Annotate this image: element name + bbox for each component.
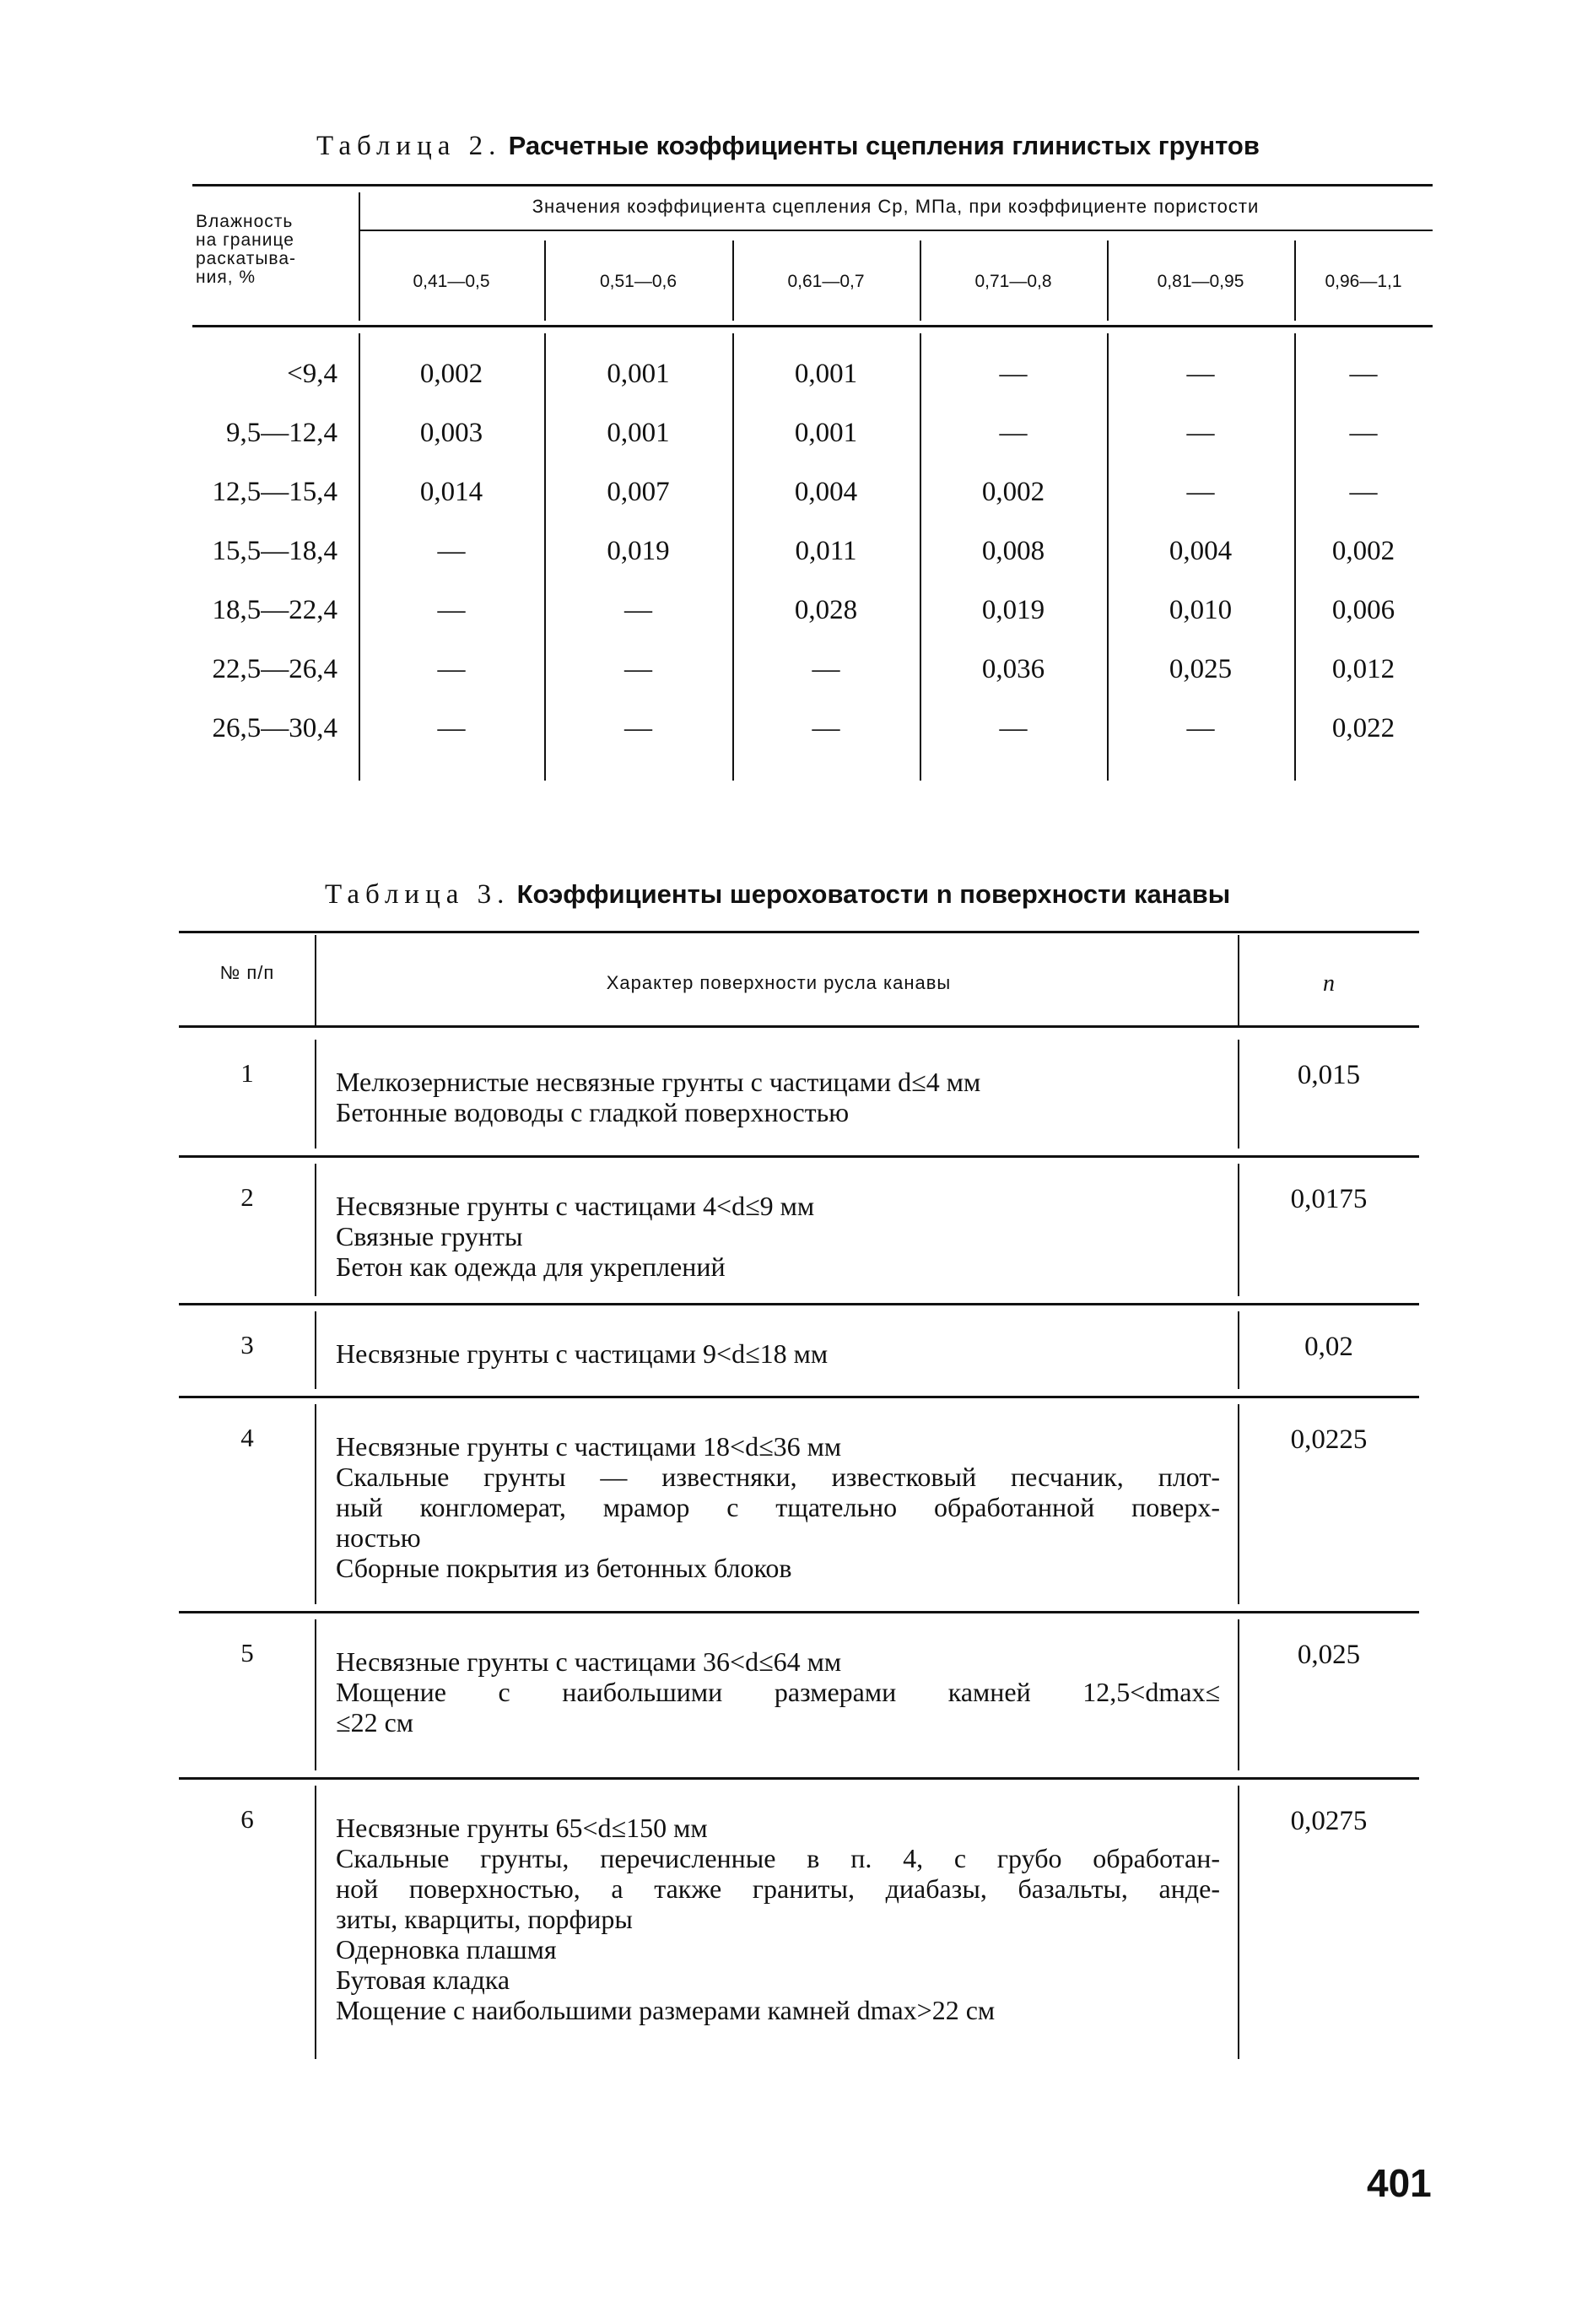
table3-column-divider (1238, 1040, 1239, 1148)
table2-cell: 0,008 (981, 536, 1045, 566)
table3-header-divider (315, 935, 316, 1025)
description-line: Несвязные грунты с частицами 18<d≤36 мм (336, 1431, 842, 1462)
description-line: Одерновка плашмя (336, 1934, 557, 1965)
table2-cell: 0,019 (607, 536, 670, 566)
table2-label: Таблица 2. (316, 131, 502, 161)
table2-column-header: 0,81—0,95 (1157, 272, 1244, 291)
table2-header-divider (732, 241, 734, 321)
table2-cell: — (437, 536, 466, 566)
table2-row-moisture: 15,5—18,4 (212, 536, 337, 566)
table3-row-number: 2 (240, 1182, 254, 1212)
table2-cell: — (999, 713, 1028, 743)
table2-cell: 0,025 (1169, 654, 1233, 684)
table2-cell: — (999, 359, 1028, 389)
table2-cell: 0,003 (419, 418, 483, 448)
description-line: ный конгломерат, мрамор с тщательно обработанной поверх- (336, 1492, 1220, 1522)
table3-column-divider (315, 1786, 316, 2059)
table2-column-header: 0,71—0,8 (974, 272, 1052, 291)
table2-cell: — (1349, 418, 1378, 448)
table2-cell: — (437, 713, 466, 743)
description-line: Бутовая кладка (336, 1965, 510, 1995)
table2-cell: 0,002 (419, 359, 483, 389)
table3-n-value: 0,025 (1297, 1640, 1361, 1670)
table3-header-num: № п/п (219, 962, 275, 983)
table2-cell: 0,001 (607, 418, 670, 448)
description-line: Бетон как одежда для укреплений (336, 1251, 726, 1282)
table2-column-header: 0,51—0,6 (599, 272, 677, 291)
table3-column-divider (1238, 1311, 1239, 1389)
table3-row-rule (179, 1777, 1419, 1780)
description-line: Скальные грунты, перечисленные в п. 4, с грубо обработан- (336, 1843, 1220, 1873)
table2-cell: — (1186, 359, 1215, 389)
table2-cell: — (437, 654, 466, 684)
table2-cell: — (624, 713, 652, 743)
table2-row-moisture: <9,4 (287, 359, 337, 389)
table3-header-rule (179, 1025, 1419, 1028)
description-line: ной поверхностью, а также граниты, диабазы, базальты, анде- (336, 1873, 1220, 1904)
table2-cell: — (624, 595, 652, 625)
table3-n-value: 0,0225 (1290, 1424, 1368, 1455)
table2-cell: 0,028 (794, 595, 858, 625)
description-line: ≤22 см (336, 1707, 414, 1738)
description-line: Скальные грунты — известняки, известковый песчаник, плот- (336, 1462, 1220, 1492)
table2-header-divider (544, 241, 546, 321)
table2-row-header (196, 213, 348, 287)
table3-column-divider (315, 1311, 316, 1389)
table2-header-divider (359, 192, 360, 321)
table3-column-divider (1238, 1619, 1239, 1770)
table2-cell: 0,012 (1331, 654, 1395, 684)
table2-cell: 0,007 (607, 477, 670, 507)
table3-description (336, 1813, 1220, 2025)
table3-description (336, 1067, 1220, 1127)
table2-cell: 0,002 (1331, 536, 1395, 566)
description-line: Бетонные водоводы с гладкой поверхностью (336, 1097, 850, 1127)
description-line: Мощение с наибольшими размерами камней 12,5<dmax≤ (336, 1677, 1220, 1707)
row-header-line: на границе (196, 230, 294, 250)
table2-cell: 0,019 (981, 595, 1045, 625)
table2-header-divider (920, 241, 921, 321)
table2-body-divider (1107, 333, 1109, 781)
table3-description (336, 1191, 1220, 1282)
table3-top-rule (179, 931, 1419, 933)
table2-cell: — (1349, 477, 1378, 507)
table2-column-header: 0,41—0,5 (413, 272, 490, 291)
table2-cell: — (624, 654, 652, 684)
table3-row-rule (179, 1303, 1419, 1305)
table2-cell: 0,002 (981, 477, 1045, 507)
table2-cell: 0,036 (981, 654, 1045, 684)
table2-body-divider (359, 333, 360, 781)
table3-row-rule (179, 1155, 1419, 1158)
table3-row-number: 5 (240, 1638, 254, 1667)
table2-row-moisture: 18,5—22,4 (212, 595, 337, 625)
table3-column-divider (315, 1040, 316, 1148)
description-line: зиты, кварциты, порфиры (336, 1904, 633, 1934)
table2-cell: 0,006 (1331, 595, 1395, 625)
row-header-line: ния, % (196, 268, 256, 287)
description-line: Мелкозернистые несвязные грунты с частицами d≤4 мм (336, 1067, 981, 1097)
table2-group-header: Значения коэффициента сцепления Cр, МПа, при коэффициенте пористости (532, 196, 1260, 217)
table2-cell: — (1186, 477, 1215, 507)
table2-cell: 0,001 (607, 359, 670, 389)
table3-caption (325, 879, 1230, 911)
table2-cell: 0,004 (794, 477, 858, 507)
table2-header-divider (1107, 241, 1109, 321)
description-line: Связные грунты (336, 1221, 523, 1251)
table2-row-moisture: 12,5—15,4 (212, 477, 337, 507)
table3-column-divider (315, 1619, 316, 1770)
description-line: Несвязные грунты с частицами 4<d≤9 мм (336, 1191, 815, 1221)
table2-column-header: 0,96—1,1 (1325, 272, 1402, 291)
row-header-line: раскатыва- (196, 249, 297, 268)
table2-cell: 0,011 (795, 536, 857, 566)
table2-row-moisture: 9,5—12,4 (226, 418, 337, 448)
table2-body-divider (1294, 333, 1296, 781)
table2-cell: — (999, 418, 1028, 448)
table3-description (336, 1338, 1220, 1369)
table3-column-divider (315, 1164, 316, 1296)
table3-description (336, 1646, 1220, 1738)
description-line: Несвязные грунты с частицами 9<d≤18 мм (336, 1338, 829, 1369)
table3-row-number: 4 (240, 1423, 254, 1452)
table2-cell: — (1349, 359, 1378, 389)
table3-header-desc: Характер поверхности русла канавы (606, 972, 952, 993)
table2-top-rule (192, 184, 1433, 186)
table2-cell: — (1186, 418, 1215, 448)
page-number: 401 (1367, 2161, 1432, 2205)
table2-body-divider (920, 333, 921, 781)
table2-cell: 0,001 (794, 359, 858, 389)
table2-body-divider (732, 333, 734, 781)
table2-cell: — (812, 713, 840, 743)
table2-cell: — (812, 654, 840, 684)
table3-row-number: 1 (240, 1058, 254, 1088)
table3-column-divider (1238, 1786, 1239, 2059)
description-line: Несвязные грунты с частицами 36<d≤64 мм (336, 1646, 842, 1677)
table2-column-header: 0,61—0,7 (787, 272, 865, 291)
row-header-line: Влажность (196, 212, 294, 231)
table2-cell: 0,022 (1331, 713, 1395, 743)
description-line: Мощение с наибольшими размерами камней dmax>22 см (336, 1995, 996, 2025)
table3-row-number: 3 (240, 1330, 254, 1359)
table2-caption (316, 131, 1260, 162)
table3-row-rule (179, 1611, 1419, 1613)
table2-group-rule (359, 230, 1433, 231)
description-line: Несвязные грунты 65<d≤150 мм (336, 1813, 708, 1843)
description-line: Сборные покрытия из бетонных блоков (336, 1553, 792, 1583)
table2-body-divider (544, 333, 546, 781)
table3-header-divider (1238, 935, 1239, 1025)
table2-cell: 0,001 (794, 418, 858, 448)
table3-n-value: 0,015 (1297, 1060, 1361, 1090)
table3-column-divider (1238, 1404, 1239, 1604)
table3-description (336, 1431, 1220, 1583)
table3-header-n: n (1323, 970, 1335, 997)
table2-cell: 0,010 (1169, 595, 1233, 625)
description-line: ностью (336, 1522, 421, 1553)
table2-title: Расчетные коэффициенты сцепления глинистых грунтов (508, 131, 1260, 160)
table3-n-value: 0,0275 (1290, 1806, 1368, 1836)
table3-label: Таблица 3. (325, 879, 510, 910)
table2-cell: 0,014 (419, 477, 483, 507)
table3-row-rule (179, 1396, 1419, 1398)
table3-column-divider (1238, 1164, 1239, 1296)
table2-cell: — (1186, 713, 1215, 743)
table3-n-value: 0,0175 (1290, 1184, 1368, 1214)
table2-row-moisture: 26,5—30,4 (212, 713, 337, 743)
table2-cell: 0,004 (1169, 536, 1233, 566)
table2-row-moisture: 22,5—26,4 (212, 654, 337, 684)
table2-header-divider (1294, 241, 1296, 321)
table3-title: Коэффициенты шероховатости n поверхности канавы (516, 879, 1231, 909)
table3-row-number: 6 (240, 1804, 254, 1834)
table3-n-value: 0,02 (1304, 1332, 1353, 1362)
table2-cell: — (437, 595, 466, 625)
table3-column-divider (315, 1404, 316, 1604)
table2-header-rule (192, 325, 1433, 327)
